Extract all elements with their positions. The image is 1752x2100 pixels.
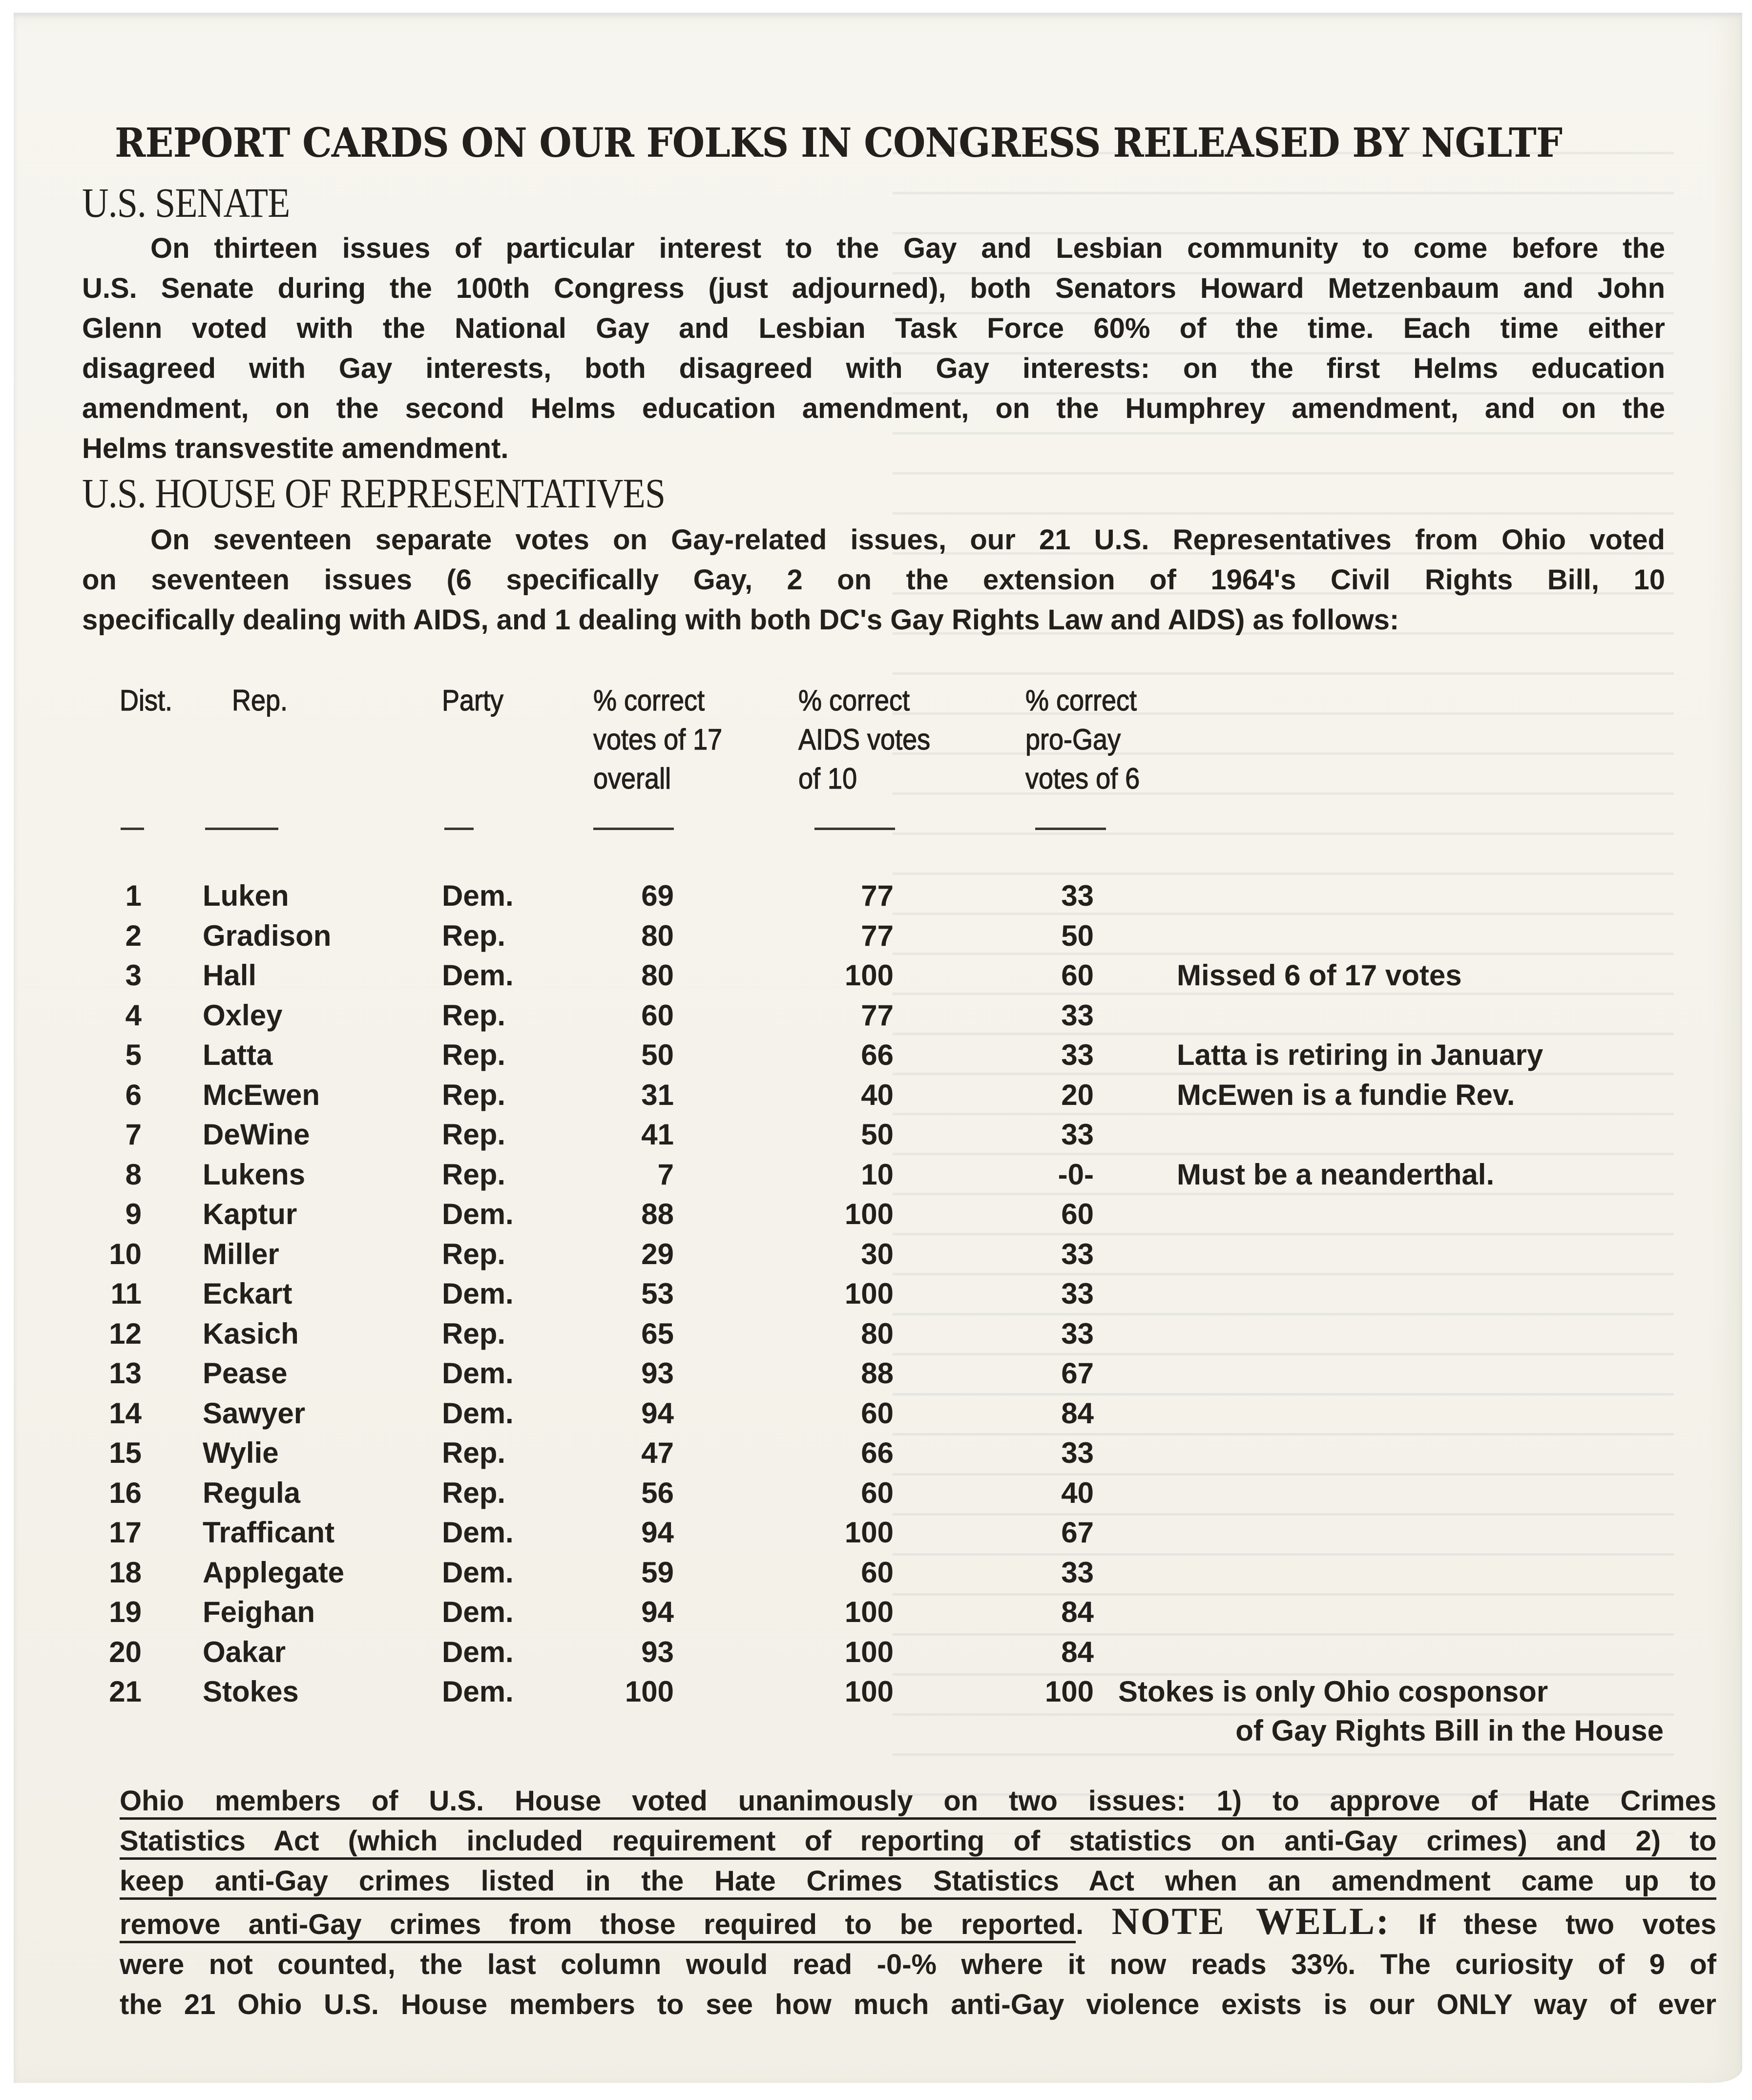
cell-gay: 67 (1061, 1516, 1094, 1549)
senate-line: disagreed with Gay interests, both disagreed with Gay interests: on the first Helms education (82, 353, 1665, 384)
cell-party: Dem. (442, 1277, 514, 1310)
cell-gay: 50 (1061, 919, 1094, 952)
period: . (1076, 1909, 1084, 1940)
house-heading: U.S. HOUSE OF REPRESENTATIVES (82, 470, 666, 517)
cell-rep: Stokes (203, 1675, 299, 1708)
cell-dist: 10 (109, 1237, 142, 1270)
senate-line: On thirteen issues of particular interest to the Gay and Lesbian community to come before the (150, 232, 1665, 264)
cell-party: Rep. (442, 919, 506, 952)
cell-note: Must be a neanderthal. (1177, 1158, 1495, 1191)
cell-dist: 11 (110, 1277, 142, 1310)
cell-rep: Feighan (203, 1596, 315, 1628)
cell-note: McEwen is a fundie Rev. (1177, 1078, 1515, 1111)
cell-overall: 41 (641, 1118, 674, 1151)
header-aids-1: % correct (798, 684, 910, 717)
cell-gay: 33 (1061, 879, 1094, 912)
cell-dist: 13 (109, 1357, 142, 1390)
header-rule-overall (593, 828, 674, 830)
cell-party: Rep. (442, 1078, 506, 1111)
cell-gay: 33 (1061, 1556, 1094, 1589)
cell-aids: 80 (861, 1317, 894, 1350)
cell-dist: 14 (109, 1396, 142, 1430)
cell-party: Dem. (442, 1396, 514, 1430)
cell-overall: 50 (641, 1039, 674, 1071)
cell-rep: Luken (203, 879, 289, 912)
cell-aids: 100 (844, 1596, 894, 1628)
cell-aids: 50 (861, 1118, 894, 1151)
cell-aids: 88 (861, 1357, 894, 1390)
cell-aids: 60 (861, 1556, 894, 1589)
note-well-label: NOTE WELL (1111, 1900, 1377, 1942)
senate-line: Helms transvestite amendment. (82, 433, 509, 464)
note-well-colon: : (1376, 1900, 1391, 1942)
cell-dist: 9 (125, 1198, 142, 1230)
cell-gay: -0- (1058, 1158, 1094, 1191)
cell-gay: 84 (1061, 1635, 1094, 1668)
cell-gay: 60 (1061, 1198, 1094, 1230)
cell-overall: 93 (641, 1357, 674, 1390)
underlined-line: keep anti-Gay crimes listed in the Hate Crimes Statistics Act when an amendment came up to (120, 1865, 1716, 1897)
cell-rep: Sawyer (203, 1396, 306, 1430)
senate-line: amendment, on the second Helms education amendment, on the Humphrey amendment, and on the (82, 393, 1665, 424)
senate-line: U.S. Senate during the 100th Congress (just adjourned), both Senators Howard Metzenbaum and John (82, 272, 1665, 304)
cell-aids: 40 (861, 1078, 894, 1111)
cell-overall: 94 (641, 1396, 674, 1430)
cell-party: Dem. (442, 1198, 514, 1230)
cell-dist: 17 (109, 1516, 142, 1549)
closing-paragraph (120, 1781, 1716, 2025)
underlined-tail: remove anti-Gay crimes from those required to be reported (120, 1909, 1076, 1940)
cell-rep: Regula (203, 1476, 301, 1509)
cell-overall: 88 (641, 1198, 674, 1230)
cell-party: Dem. (442, 1357, 514, 1390)
cell-dist: 3 (125, 959, 142, 992)
cell-dist: 6 (125, 1078, 142, 1111)
cell-party: Rep. (442, 1039, 506, 1071)
cell-party: Dem. (442, 1596, 514, 1628)
cell-overall: 94 (641, 1516, 674, 1549)
cell-party: Rep. (442, 1237, 506, 1270)
house-paragraph (82, 520, 1665, 640)
cell-note: Stokes is only Ohio cosponsor (1118, 1675, 1548, 1708)
cell-aids: 100 (844, 1516, 894, 1549)
cell-overall: 93 (641, 1635, 674, 1668)
cell-party: Rep. (442, 1118, 506, 1151)
header-rule-dist (121, 828, 144, 830)
cell-dist: 7 (125, 1118, 142, 1151)
cell-aids: 100 (844, 1675, 894, 1708)
cell-dist: 12 (109, 1317, 142, 1350)
cell-overall: 53 (641, 1277, 674, 1310)
cell-overall: 31 (641, 1078, 674, 1111)
cell-overall: 80 (641, 919, 674, 952)
cell-note: Missed 6 of 17 votes (1177, 959, 1462, 992)
cell-dist: 18 (109, 1556, 142, 1589)
cell-overall: 80 (641, 959, 674, 992)
senate-paragraph (82, 229, 1665, 469)
cell-rep: Applegate (203, 1556, 345, 1589)
cell-party: Rep. (442, 1436, 506, 1469)
cell-rep: Hall (203, 959, 257, 992)
cell-party: Dem. (442, 959, 514, 992)
cell-dist: 16 (109, 1476, 142, 1509)
header-gay-1: % correct (1025, 684, 1137, 717)
cell-party: Dem. (442, 1635, 514, 1668)
stokes-note-continuation: of Gay Rights Bill in the House (1235, 1714, 1664, 1747)
cell-rep: Wylie (203, 1436, 279, 1469)
cell-gay: 33 (1061, 998, 1094, 1032)
cell-gay: 33 (1061, 1436, 1094, 1469)
cell-overall: 65 (641, 1317, 674, 1350)
house-line: specifically dealing with AIDS, and 1 dealing with both DC's Gay Rights Law and AIDS) as follows: (82, 604, 1399, 636)
cell-gay: 33 (1061, 1237, 1094, 1270)
cell-rep: DeWine (203, 1118, 310, 1151)
header-rule-rep (205, 828, 278, 830)
cell-rep: Trafficant (203, 1516, 335, 1549)
cell-dist: 1 (125, 879, 142, 912)
cell-aids: 100 (844, 959, 894, 992)
headline: REPORT CARDS ON OUR FOLKS IN CONGRESS RELEASED BY NGLTF (115, 120, 1563, 166)
cell-party: Rep. (442, 1476, 506, 1509)
cell-dist: 2 (125, 919, 142, 952)
cell-rep: McEwen (203, 1078, 320, 1111)
cell-overall: 29 (641, 1237, 674, 1270)
cell-overall: 56 (641, 1476, 674, 1509)
cell-gay: 67 (1061, 1357, 1094, 1390)
cell-gay: 33 (1061, 1317, 1094, 1350)
cell-rep: Pease (203, 1357, 288, 1390)
cell-aids: 100 (844, 1635, 894, 1668)
header-gay-3: votes of 6 (1025, 762, 1140, 795)
cell-party: Dem. (442, 1556, 514, 1589)
cell-rep: Latta (203, 1039, 273, 1071)
cell-rep: Lukens (203, 1158, 306, 1191)
header-aids-2: AIDS votes (798, 723, 931, 756)
cell-overall: 69 (641, 879, 674, 912)
cell-gay: 40 (1061, 1476, 1094, 1509)
cell-rep: Oxley (203, 998, 283, 1032)
cell-aids: 60 (861, 1396, 894, 1430)
senate-line: Glenn voted with the National Gay and Lesbian Task Force 60% of the time. Each time either (82, 312, 1665, 344)
after-note-well: If these two votes (1418, 1909, 1717, 1940)
cell-dist: 21 (109, 1675, 142, 1708)
cell-rep: Kasich (203, 1317, 299, 1350)
cell-party: Dem. (442, 879, 514, 912)
cell-note: Latta is retiring in January (1177, 1039, 1543, 1071)
cell-dist: 20 (109, 1635, 142, 1668)
cell-gay: 20 (1061, 1078, 1094, 1111)
note-well-line (120, 1901, 1716, 1945)
house-line: On seventeen separate votes on Gay-related issues, our 21 U.S. Representatives from Ohio voted (150, 524, 1665, 556)
cell-gay: 100 (1044, 1675, 1094, 1708)
cell-aids: 66 (861, 1436, 894, 1469)
senate-heading: U.S. SENATE (82, 179, 290, 226)
cell-party: Rep. (442, 998, 506, 1032)
header-aids-3: of 10 (798, 762, 857, 795)
header-rule-gay (1035, 828, 1106, 830)
header-rep: Rep. (232, 684, 288, 717)
cell-dist: 15 (109, 1436, 142, 1469)
cell-gay: 33 (1061, 1118, 1094, 1151)
cell-overall: 59 (641, 1556, 674, 1589)
header-overall-1: % correct (593, 684, 705, 717)
cell-aids: 10 (861, 1158, 894, 1191)
cell-gay: 84 (1061, 1396, 1094, 1430)
cell-rep: Miller (203, 1237, 279, 1270)
cell-rep: Eckart (203, 1277, 292, 1310)
cell-overall: 60 (641, 998, 674, 1032)
house-line: on seventeen issues (6 specifically Gay, 2 on the extension of 1964's Civil Rights Bill, 10 (82, 564, 1665, 596)
cell-aids: 100 (844, 1198, 894, 1230)
cell-aids: 30 (861, 1237, 894, 1270)
header-overall-2: votes of 17 (593, 723, 723, 756)
cell-overall: 7 (657, 1158, 674, 1191)
cell-gay: 60 (1061, 959, 1094, 992)
cell-gay: 84 (1061, 1596, 1094, 1628)
underlined-line: Statistics Act (which included requirement of reporting of statistics on anti-Gay crimes) and 2) to (120, 1825, 1716, 1857)
cell-dist: 8 (125, 1158, 142, 1191)
cell-gay: 33 (1061, 1277, 1094, 1310)
cell-party: Rep. (442, 1317, 506, 1350)
cell-overall: 47 (641, 1436, 674, 1469)
header-gay-2: pro-Gay (1025, 723, 1121, 756)
cell-aids: 77 (861, 998, 894, 1032)
cell-gay: 33 (1061, 1039, 1094, 1071)
header-rule-party (444, 828, 474, 830)
cell-rep: Oakar (203, 1635, 286, 1668)
cell-dist: 4 (125, 998, 142, 1032)
final-line: the 21 Ohio U.S. House members to see how much anti-Gay violence exists is our ONLY way of ever (120, 1989, 1716, 2020)
cell-rep: Kaptur (203, 1198, 297, 1230)
cell-rep: Gradison (203, 919, 332, 952)
cell-dist: 19 (109, 1596, 142, 1628)
header-dist: Dist. (120, 684, 172, 717)
final-line: were not counted, the last column would read -0-% where it now reads 33%. The curiosity of 9 of (120, 1949, 1716, 1980)
header-rule-aids (814, 828, 895, 830)
header-party: Party (442, 684, 504, 717)
cell-aids: 77 (861, 879, 894, 912)
cell-party: Rep. (442, 1158, 506, 1191)
cell-dist: 5 (125, 1039, 142, 1071)
cell-overall: 94 (641, 1596, 674, 1628)
cell-aids: 60 (861, 1476, 894, 1509)
cell-party: Dem. (442, 1516, 514, 1549)
cell-aids: 100 (844, 1277, 894, 1310)
cell-party: Dem. (442, 1675, 514, 1708)
cell-overall: 100 (625, 1675, 674, 1708)
cell-aids: 66 (861, 1039, 894, 1071)
underlined-line: Ohio members of U.S. House voted unanimously on two issues: 1) to approve of Hate Crimes (120, 1785, 1716, 1817)
cell-aids: 77 (861, 919, 894, 952)
header-overall-3: overall (593, 762, 671, 795)
